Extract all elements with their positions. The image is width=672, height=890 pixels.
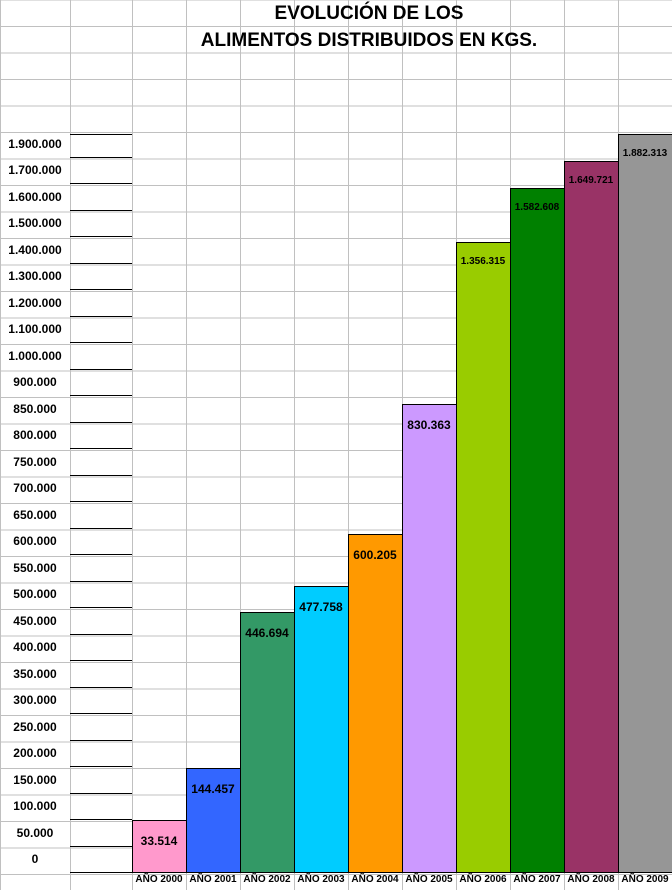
y-tick-label: 200.000	[13, 746, 57, 760]
bar-value-label: 477.758	[299, 600, 343, 614]
bar-value-label: 144.457	[191, 782, 235, 796]
x-category-label: AÑO 2005	[405, 874, 453, 885]
y-tick-label: 250.000	[13, 719, 57, 734]
y-tick-label: 350.000	[13, 666, 57, 681]
bar	[240, 612, 295, 873]
bar	[564, 161, 619, 873]
y-tick-label: 850.000	[13, 401, 57, 416]
y-tick-label: 800.000	[13, 428, 57, 442]
y-tick-label: 550.000	[13, 560, 57, 575]
y-tick-label: 700.000	[13, 481, 57, 495]
y-tick-label: 1.700.000	[8, 163, 62, 177]
y-tick-label: 450.000	[13, 613, 57, 628]
x-category-label: AÑO 2009	[621, 874, 669, 885]
bar	[294, 586, 349, 873]
chart-title-line-1: EVOLUCIÓN DE LOS	[274, 3, 464, 24]
bar-value-label: 1.882.313	[622, 148, 668, 159]
x-category-label: AÑO 2001	[189, 874, 237, 885]
y-tick-label: 300.000	[13, 693, 57, 707]
x-category-label: AÑO 2008	[567, 874, 615, 885]
x-category-label: AÑO 2007	[513, 874, 561, 885]
x-category-label: AÑO 2003	[297, 874, 345, 885]
bar	[402, 404, 457, 873]
y-tick-label: 100.000	[13, 799, 57, 813]
y-tick-label: 1.300.000	[8, 269, 62, 283]
y-tick-label: 1.000.000	[8, 348, 62, 363]
y-tick-label: 650.000	[13, 507, 57, 522]
y-tick-label: 50.000	[16, 825, 54, 840]
x-category-label: AÑO 2002	[243, 874, 291, 885]
bar-value-label: 1.356.315	[460, 256, 506, 267]
y-tick-label: 500.000	[13, 587, 57, 601]
x-category-label: AÑO 2000	[135, 874, 183, 885]
bar-value-label: 446.694	[245, 626, 289, 640]
bar	[618, 134, 672, 873]
y-tick-label: 900.000	[13, 375, 57, 389]
bar-value-label: 600.205	[353, 548, 397, 562]
y-tick-label: 1.200.000	[8, 295, 62, 310]
bar	[348, 534, 403, 873]
y-tick-label: 1.400.000	[8, 242, 62, 257]
bar-value-label: 1.582.608	[514, 202, 560, 213]
bar	[510, 188, 565, 873]
bar-value-label: 1.649.721	[568, 175, 614, 186]
bar-value-label: 33.514	[140, 834, 178, 848]
chart-title-line-2: ALIMENTOS DISTRIBUIDOS EN KGS.	[200, 30, 538, 51]
y-tick-label: 0	[31, 852, 39, 866]
y-tick-label: 1.500.000	[8, 216, 62, 230]
y-tick-label: 150.000	[13, 772, 57, 787]
y-tick-label: 600.000	[13, 534, 57, 548]
x-category-label: AÑO 2004	[351, 874, 399, 885]
bar-value-label: 830.363	[407, 418, 451, 432]
bar	[456, 242, 511, 873]
y-tick-label: 400.000	[13, 640, 57, 654]
x-category-label: AÑO 2006	[459, 874, 507, 885]
y-tick-label: 1.600.000	[8, 189, 62, 204]
y-tick-label: 1.900.000	[8, 136, 62, 151]
y-tick-label: 1.100.000	[8, 322, 62, 336]
y-tick-label: 750.000	[13, 454, 57, 469]
